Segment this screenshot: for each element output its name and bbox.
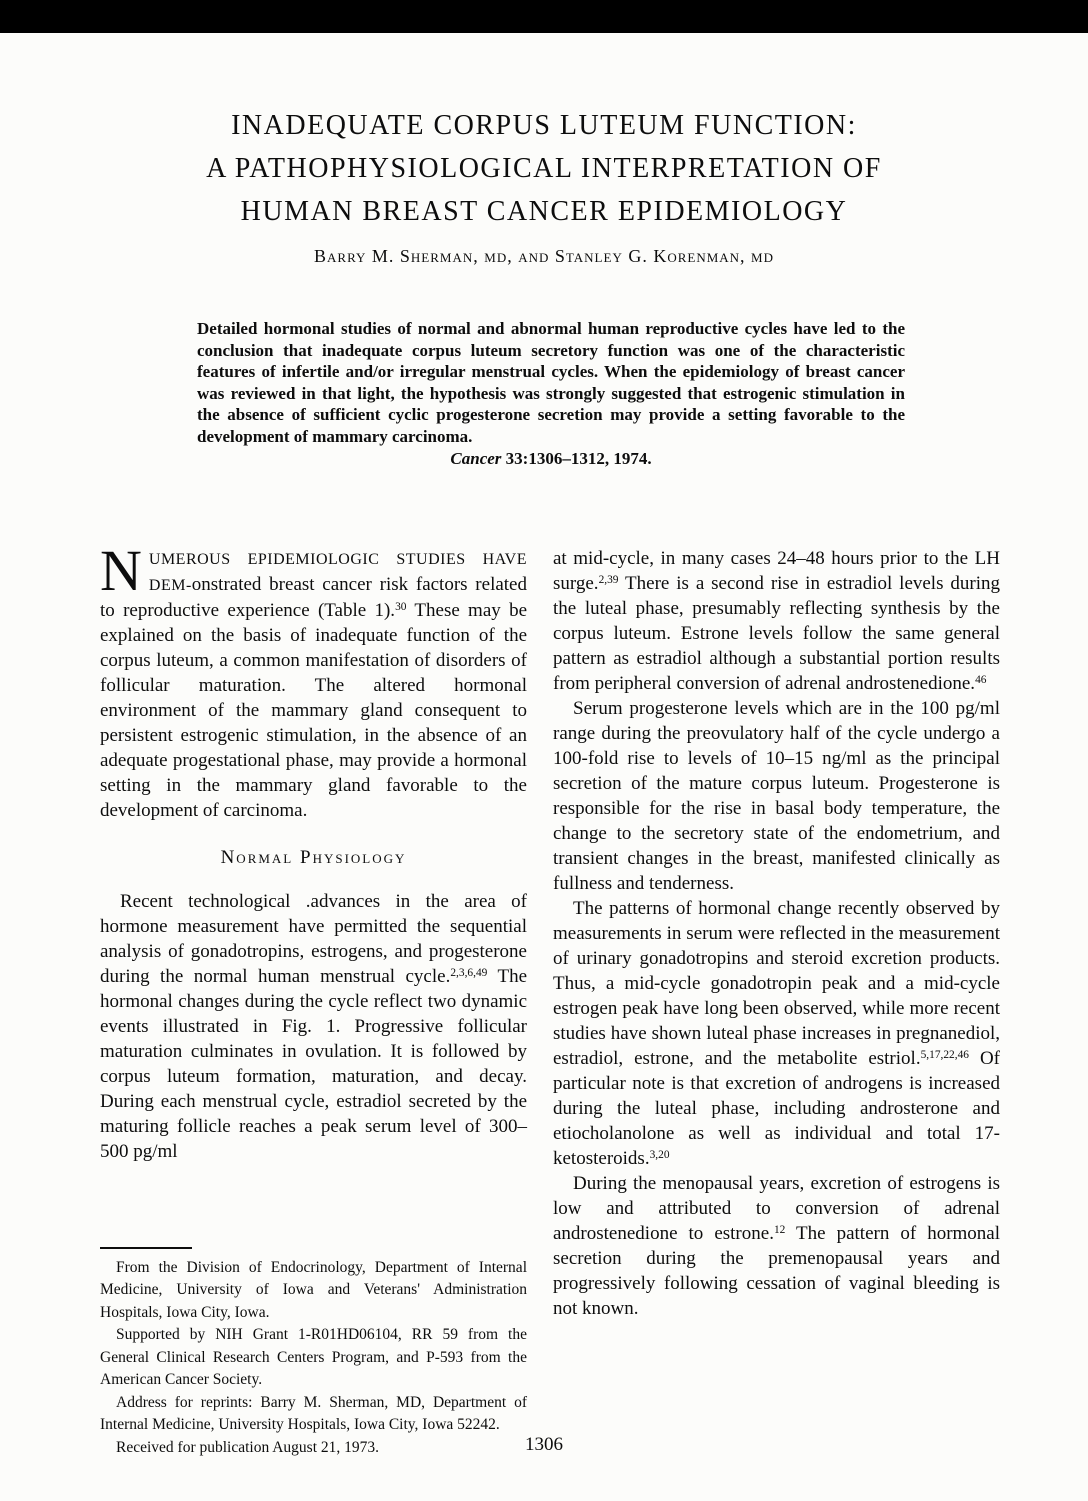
superscript-reference: 5,17,22,46 bbox=[920, 1048, 969, 1061]
superscript-reference: 46 bbox=[975, 673, 987, 686]
body-paragraph: at mid-cycle, in many cases 24–48 hours prior to the LH surge.$^{2,39}$ There is a second rise in estradiol levels during the luteal phase, presumably reflecting synthesis by the corpus luteum. Estrone levels follow the same general pattern as estradiol although a substantial portion results from peripheral conversion of adrenal androstenedione.$^{46}$ bbox=[553, 548, 1000, 694]
footnote-reprints-address: Address for reprints: Barry M. Sherman, MD, Department of Internal Medicine, University Hospitals, Iowa City, Iowa 52242. bbox=[100, 1393, 527, 1433]
superscript-reference: 3,20 bbox=[649, 1148, 670, 1161]
right-column bbox=[553, 546, 1000, 1459]
small-caps-run-in: UMEROUS EPIDEMIOLOGIC STUDIES HAVE DEM- bbox=[148, 551, 527, 594]
left-column bbox=[100, 538, 527, 1459]
body-paragraph: Serum progesterone levels which are in the 100 pg/ml range during the preovulatory half of the cycle undergo a 100-fold rise to levels of 10–15 ng/ml as the principal secretion of the mature corpus luteum. Progesterone is responsible for the rise in basal body temperature, the change to the secretory state of the endometrium, and transient changes in the breast, manifested clinically as fullness and tenderness. bbox=[553, 698, 1000, 894]
body-paragraph: Recent technological .advances in the area of hormone measurement have permitted the sequential analysis of gonadotropins, estrogens, and progesterone during the normal human menstrual cycle.$^{2,3,6,49}$ The hormonal changes during the cycle reflect two dynamic events illustrated in Fig. 1. Progressive follicular maturation culminates in ovulation. It is followed by corpus luteum formation, maturation, and decay. During each menstrual cycle, estradiol secreted by the maturing follicle reaches a peak serum level of 300–500 pg/ml bbox=[100, 891, 527, 1162]
abstract-text: Detailed hormonal studies of normal and abnormal human reproductive cycles have led to the conclusion that inadequate corpus luteum secretory function was one of the characteristic features of infertile and/or irregular menstrual cycles. When the epidemiology of breast cancer was reviewed in that light, the hypothesis was strongly suggested that estrogenic stimulation in the absence of sufficient cyclic progesterone secretion may provide a setting favorable to the development of mammary carcinoma. bbox=[197, 319, 905, 446]
article-header bbox=[0, 104, 1088, 267]
body-paragraph: During the menopausal years, excretion of estrogens is low and attributed to conversion of adrenal androstenedione to estrone.$^{12}$ The pattern of hormonal secretion during the premenopausal years and progressively following cessation of vaginal bleeding is not known. bbox=[553, 1173, 1001, 1319]
article-title-line-1: INADEQUATE CORPUS LUTEUM FUNCTION: bbox=[231, 110, 857, 141]
authors-byline: Barry M. Sherman, md, and Stanley G. Korenman, md bbox=[314, 246, 774, 266]
superscript-reference: 30 bbox=[395, 600, 407, 613]
article-title-line-2: A PATHOPHYSIOLOGICAL INTERPRETATION OF bbox=[206, 153, 882, 184]
abstract-citation: Cancer 33:1306–1312, 1974. bbox=[450, 448, 652, 468]
scan-top-border bbox=[0, 0, 1088, 33]
lead-paragraph: NUMEROUS EPIDEMIOLOGIC STUDIES HAVE DEM-onstrated breast cancer risk factors related to reproductive experience (Table 1).$^{30}$ These may be explained on the basis of inadequate function of the corpus luteum, a common manifestation of disorders of follicular maturation. The altered hormonal environment of the mammary gland consequent to persistent estrogenic stimulation, in the absence of an adequate progestational phase, may provide a hormonal setting in the mammary gland favorable to the development of carcinoma. bbox=[100, 538, 527, 821]
styled-text: Cancer bbox=[450, 448, 502, 468]
footnote-received-date: Received for publication August 21, 1973. bbox=[116, 1438, 380, 1456]
superscript-reference: 12 bbox=[773, 1223, 786, 1236]
footnote bbox=[100, 1247, 527, 1460]
body-columns bbox=[100, 538, 1001, 1459]
superscript-reference: 2,3,6,49 bbox=[450, 966, 488, 979]
footnote-support: Supported by NIH Grant 1-R01HD06104, RR 59 from the General Clinical Research Centers Program, and P-593 from the American Cancer Society. bbox=[100, 1326, 527, 1388]
section-heading-normal-physiology: Normal Physiology bbox=[220, 847, 407, 868]
drop-cap: N bbox=[100, 538, 142, 603]
footnote-divider bbox=[100, 1247, 192, 1249]
page-number: 1306 bbox=[525, 1434, 563, 1455]
article-title-line-3: HUMAN BREAST CANCER EPIDEMIOLOGY bbox=[240, 196, 848, 227]
abstract bbox=[197, 318, 905, 469]
superscript-reference: 2,39 bbox=[598, 573, 619, 586]
footnote-affiliation: From the Division of Endocrinology, Department of Internal Medicine, University of Iowa and Veterans' Administration Hospitals, Iowa City, Iowa. bbox=[100, 1258, 527, 1321]
body-paragraph: The patterns of hormonal change recently observed by measurements in serum were reflected in the measurement of urinary gonadotropins and steroid excretion products. Thus, a mid-cycle gonadotropin peak and a mid-cycle estrogen peak have long been observed, while more recent studies have shown luteal phase increases in pregnanediol, estradiol, estrone, and the metabolite estriol.$^{5,17,22,46}$ Of particular note is that excretion of androgens is increased during the luteal phase, including androsterone and etiocholanolone as well as individual and total 17-ketosteroids.$^{3,20}$ bbox=[553, 898, 1000, 1169]
